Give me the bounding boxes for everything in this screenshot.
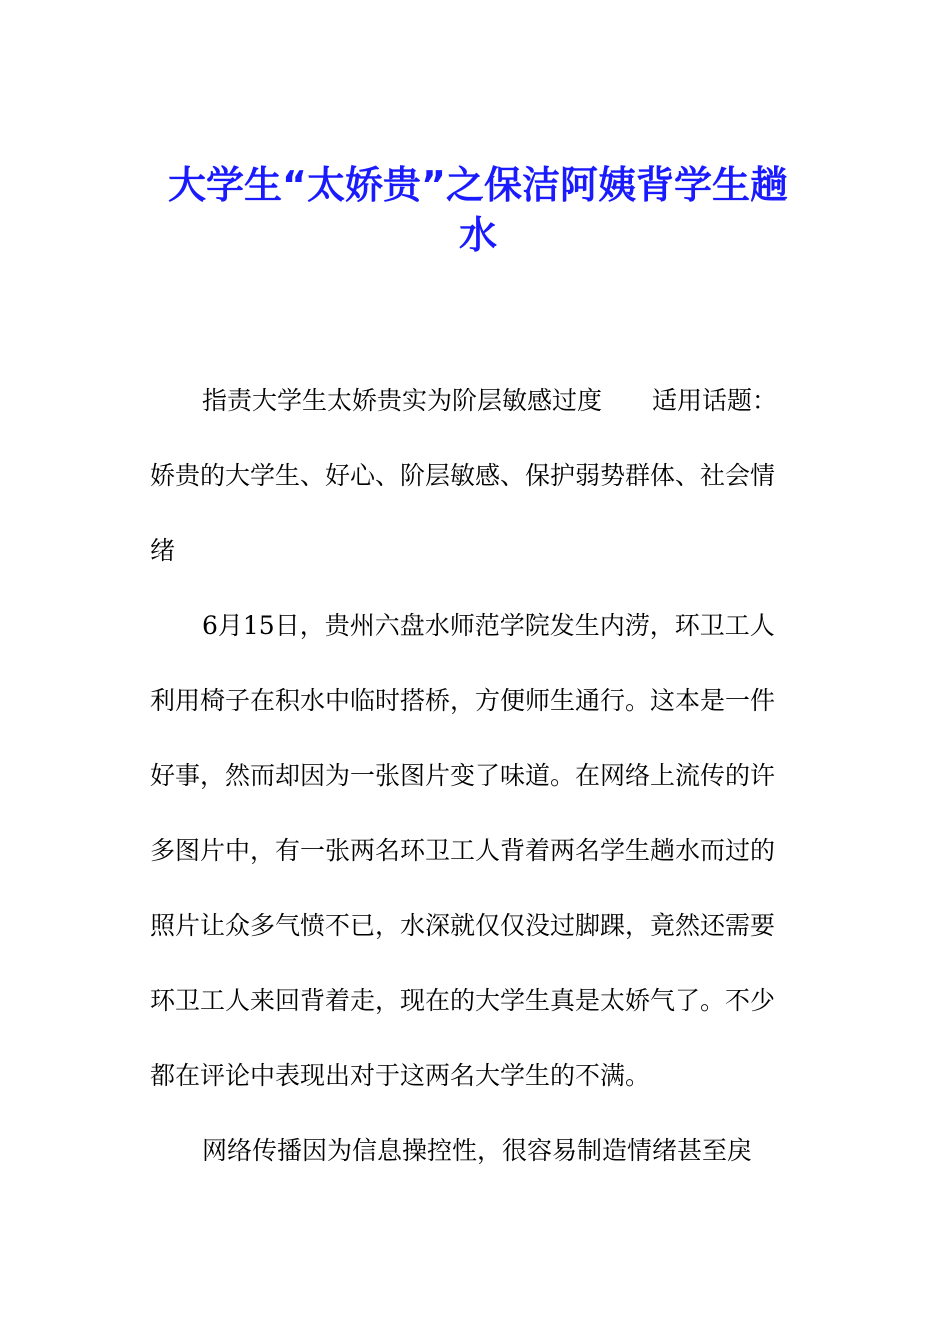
subtitle-text: 指责大学生太娇贵实为阶层敏感过度 (202, 386, 603, 415)
paragraph-line: 绪 (150, 536, 176, 565)
title-line-1: 大学生“太娇贵”之保洁阿姨背学生趟 (168, 163, 788, 207)
paragraph-line: 多图片中，有一张两名环卫工人背着两名学生趟水而过的 (150, 836, 776, 865)
paragraph-line: 6月15日，贵州六盘水师范学院发生内涝，环卫工人 (202, 611, 775, 640)
paragraph-line: 环卫工人来回背着走，现在的大学生真是太娇气了。不少 (150, 986, 776, 1015)
paragraph-line: 利用椅子在积水中临时搭桥，方便师生通行。这本是一件 (150, 686, 776, 715)
paragraph-topics (150, 363, 800, 588)
document-title (148, 160, 808, 260)
topics-label: 适用话题： (652, 386, 778, 415)
paragraph-commentary (150, 1113, 800, 1188)
paragraph-line: 照片让众多气愤不已，水深就仅仅没过脚踝，竟然还需要 (150, 911, 776, 940)
paragraph-line: 网络传播因为信息操控性，很容易制造情绪甚至戾 (202, 1136, 753, 1165)
paragraph-line: 都在评论中表现出对于这两名大学生的不满。 (150, 1061, 651, 1090)
paragraph-line: 娇贵的大学生、好心、阶层敏感、保护弱势群体、社会情 (150, 461, 776, 490)
paragraph-line: 好事，然而却因为一张图片变了味道。在网络上流传的许 (150, 761, 776, 790)
title-line-2: 水 (458, 213, 497, 257)
paragraph-event (150, 588, 800, 1113)
paragraph-line (150, 363, 800, 438)
